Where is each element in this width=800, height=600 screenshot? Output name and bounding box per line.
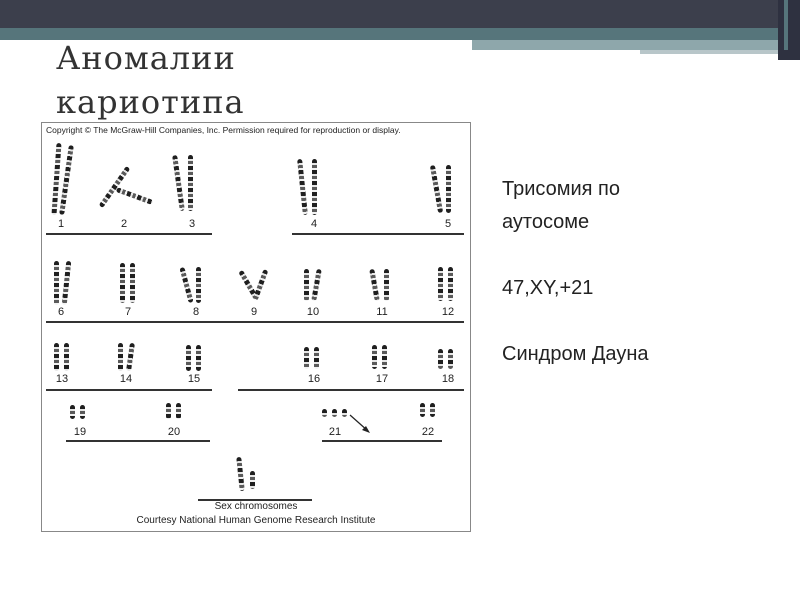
accent-band-lighter [640,50,800,54]
chromosome-number-4: 4 [310,218,318,230]
row-divider-2 [46,321,464,323]
chromosome-number-11: 11 [376,306,388,318]
chromosome-number-12: 12 [441,306,455,318]
chromosome-number-14: 14 [119,373,133,385]
chromosome-number-6: 6 [57,306,65,318]
row-divider-4b [322,440,442,442]
row-divider-3a [46,389,212,391]
row-divider-1a [46,233,212,235]
slide-text [502,173,649,371]
arrow-icon [346,411,376,441]
title-line-1: Аномалии [56,39,236,77]
chromosome-number-18: 18 [441,373,455,385]
accent-band-light [470,40,800,50]
chromosome-number-7: 7 [124,306,132,318]
corner-decoration [778,0,800,60]
chromosome-number-19: 19 [73,426,87,438]
chromosome-number-20: 20 [167,426,181,438]
chromosome-number-1: 1 [57,218,65,230]
row-divider-3b [238,389,464,391]
row-divider-1b [292,233,464,235]
chromosome-number-13: 13 [55,373,69,385]
chromosome-number-9: 9 [250,306,258,318]
chromosome-number-17: 17 [375,373,389,385]
chromosome-number-16: 16 [307,373,321,385]
chromosome-number-22: 22 [421,426,435,438]
chromosome-number-8: 8 [192,306,200,318]
courtesy-credit: Courtesy National Human Genome Research Institute [136,515,376,526]
slide-title [56,36,356,124]
chromosome-number-10: 10 [306,306,320,318]
syndrome-name: Синдром Дауна [502,343,649,365]
karyotype-formula: 47,XY,+21 [502,277,594,299]
top-bar [0,0,800,28]
chromosome-number-5: 5 [444,218,452,230]
trisomy-line-1: Трисомия по [502,178,620,200]
trisomy-line-2: аутосоме [502,211,590,233]
copyright-notice: Copyright © The McGraw-Hill Companies, Inc. Permission required for reproduction or display. [46,125,401,135]
title-line-2: кариотипа [56,83,245,121]
karyotype-figure [41,122,471,532]
chromosome-number-3: 3 [188,218,196,230]
chromosome-number-15: 15 [187,373,201,385]
row-divider-4a [66,440,210,442]
chromosome-number-2: 2 [120,218,128,230]
chromosome-number-21: 21 [328,426,342,438]
sex-chromosomes-label: Sex chromosomes [214,501,298,512]
